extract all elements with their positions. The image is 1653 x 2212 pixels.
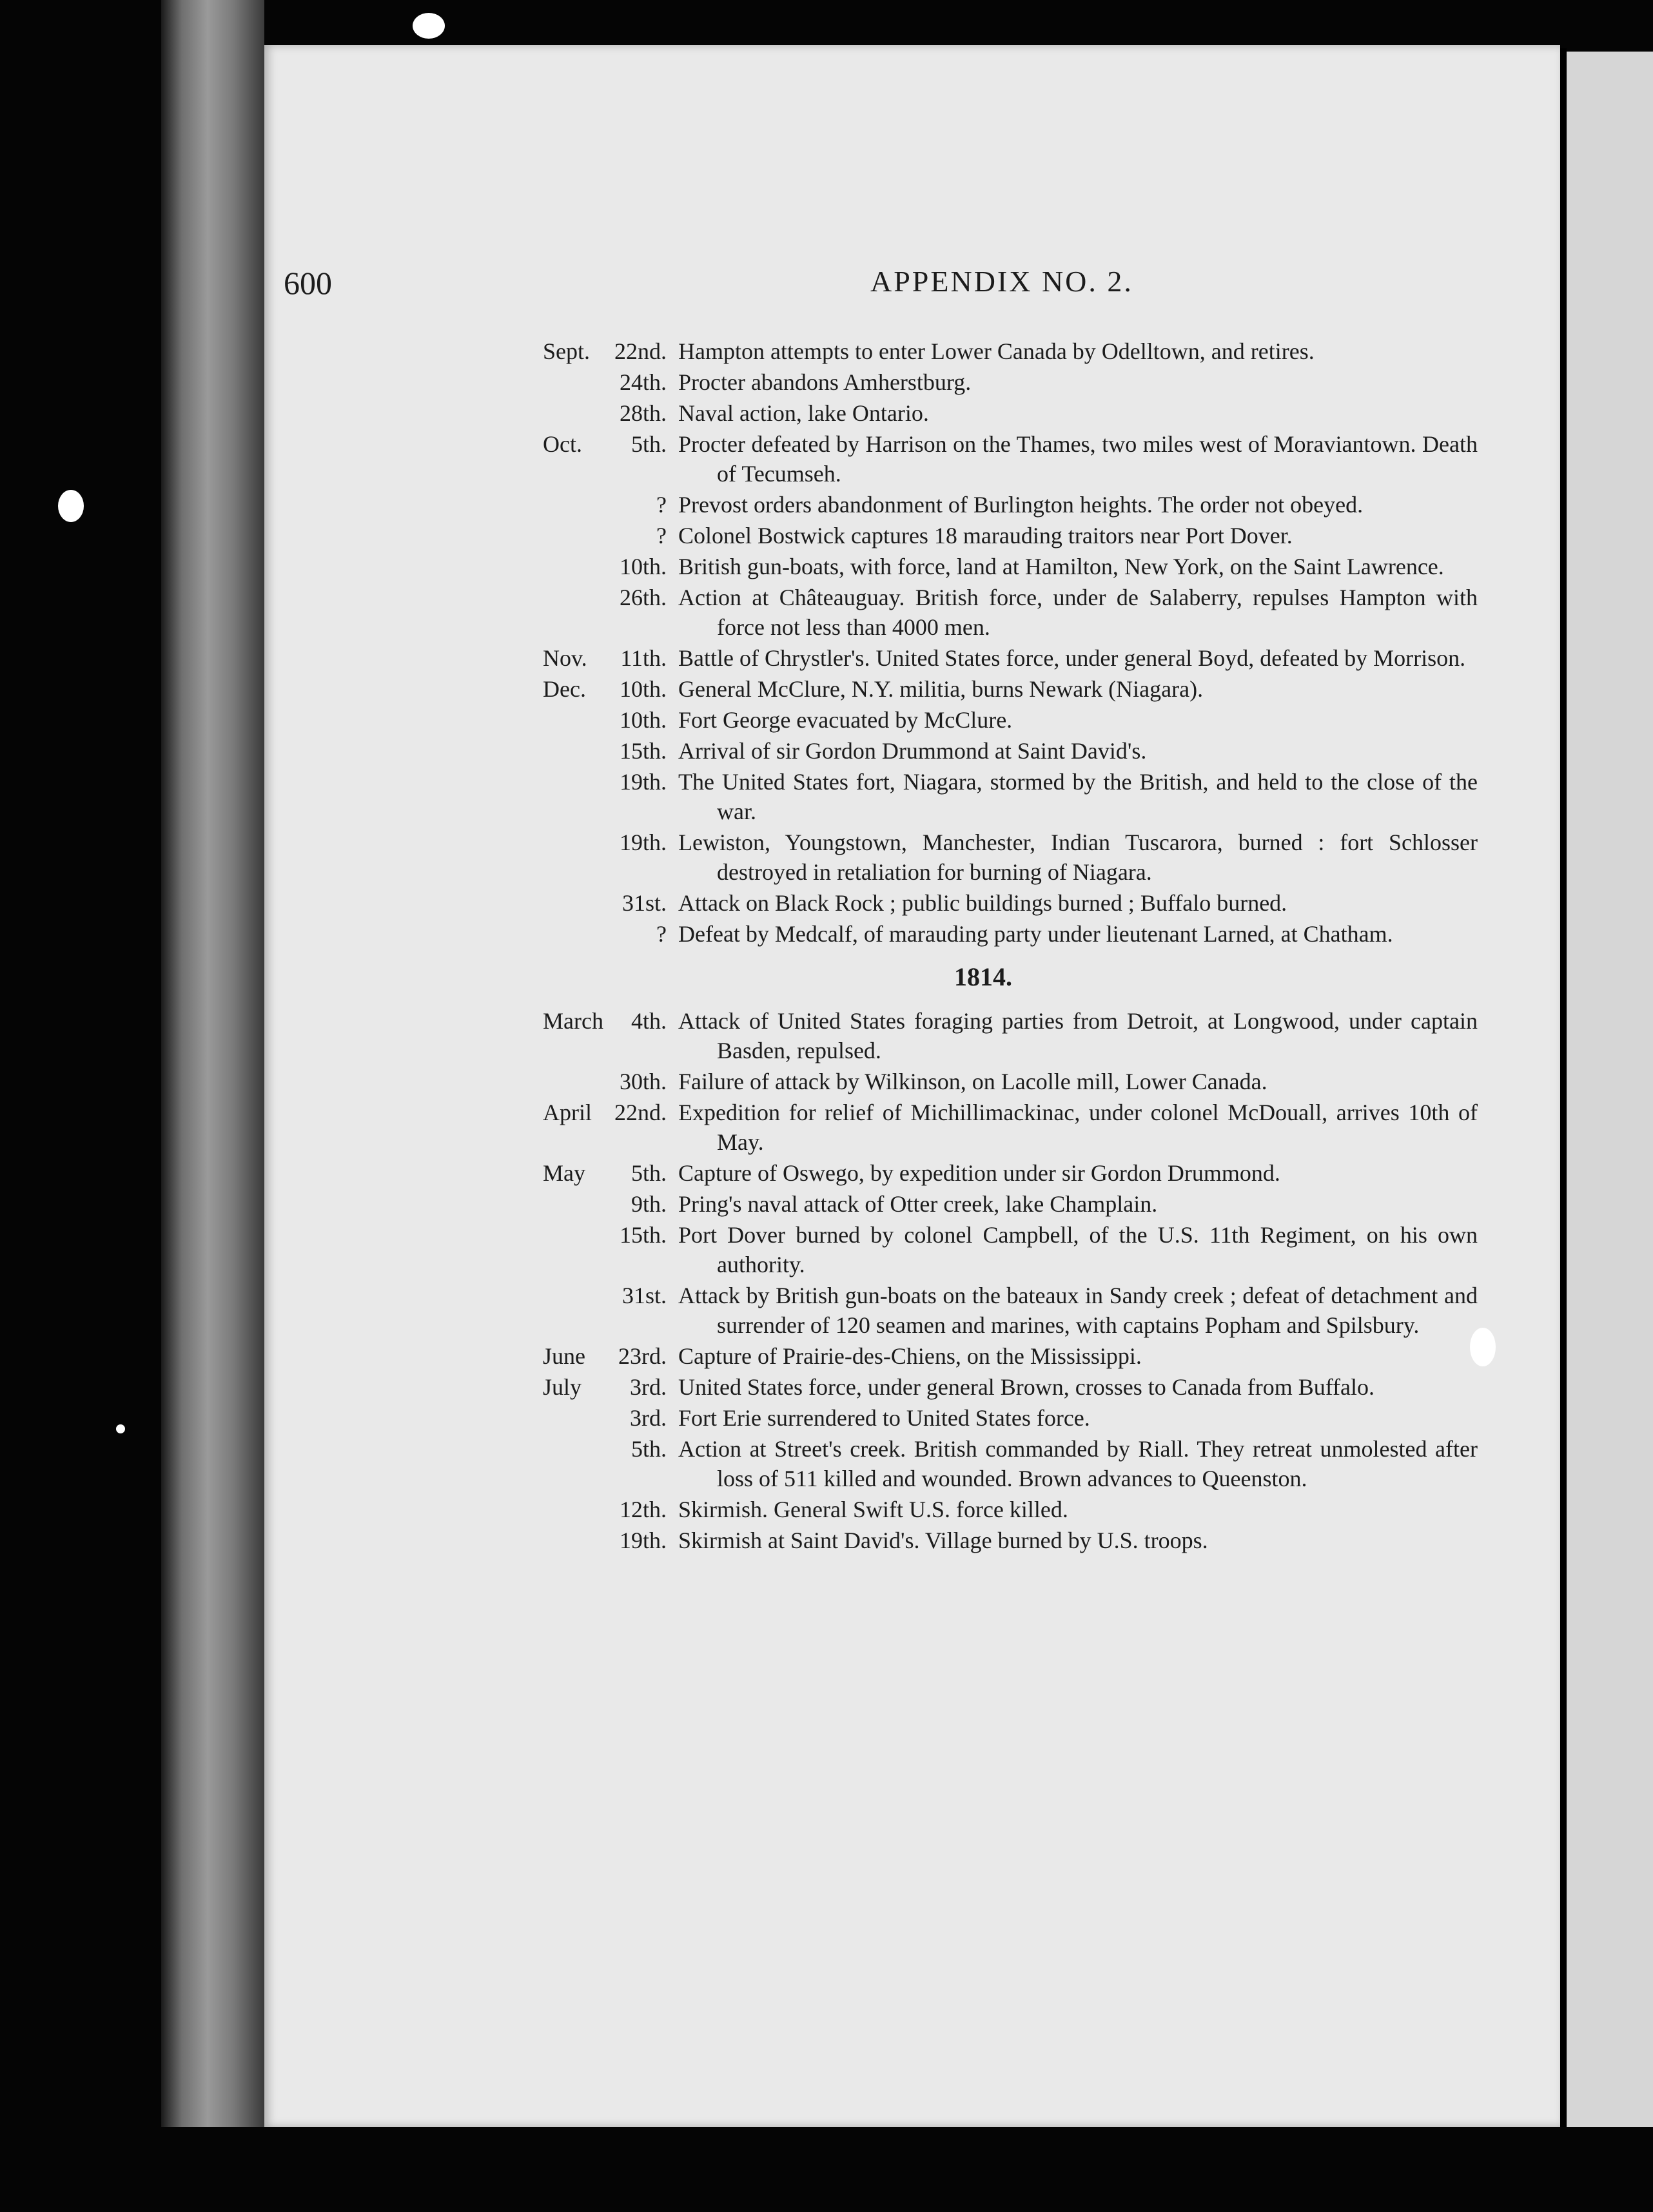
entry-day: 15th. [619,738,667,764]
chronology-entry [0,490,1653,519]
entry-month: Dec. [543,676,586,702]
entry-day: 19th. [619,1528,667,1553]
chronology-entry [0,1526,1653,1555]
entry-month: June [543,1343,585,1369]
entry-day: 22nd. [614,338,667,364]
chronology-entry [0,1006,1653,1065]
entry-text: Attack of United States foraging parties from Detroit, at Longwood, under captain Basden, repulsed. [678,1008,1478,1063]
entry-text: Skirmish. General Swift U.S. force killed. [678,1497,1068,1522]
entry-text: Pring's naval attack of Otter creek, lake Champlain. [678,1191,1158,1217]
entry-text: Battle of Chrystler's. United States force, under general Boyd, defeated by Morrison. [678,645,1466,671]
chronology-entry [0,1220,1653,1279]
entry-day: 5th. [631,1160,667,1186]
entry-month: Nov. [543,645,587,671]
chronology-entry [0,1434,1653,1493]
chronology-entry [0,674,1653,704]
chronology-entry [0,521,1653,550]
entry-day: ? [656,921,667,947]
entry-text: Procter defeated by Harrison on the Thames, two miles west of Moraviantown. Death of Tecumseh. [678,431,1478,487]
chronology-entry [0,1403,1653,1433]
entry-month: April [543,1100,592,1125]
entry-day: 3rd. [630,1405,667,1431]
entry-day: 23rd. [618,1343,667,1369]
entry-day: 5th. [631,1436,667,1462]
entry-day: 12th. [619,1497,667,1522]
chronology-entry [0,429,1653,489]
entry-day: 31st. [621,890,667,916]
entry-day: 9th. [631,1191,667,1217]
entry-text: Prevost orders abandonment of Burlington heights. The order not obeyed. [678,492,1364,518]
entry-day: 5th. [631,431,667,457]
entry-text: Defeat by Medcalf, of marauding party under lieutenant Larned, at Chatham. [678,921,1393,947]
chronology-entry [0,643,1653,673]
scan-speck [1470,1328,1496,1366]
chronology-entry [0,767,1653,826]
entry-day: ? [656,523,667,548]
entry-day: 22nd. [614,1100,667,1125]
chronology-entry [0,1067,1653,1096]
chronology-entry [0,1341,1653,1371]
year-heading: 1814. [954,962,1012,991]
entry-text: Colonel Bostwick captures 18 marauding traitors near Port Dover. [678,523,1293,548]
entry-text: Capture of Oswego, by expedition under sir Gordon Drummond. [678,1160,1280,1186]
entry-month: March [543,1008,603,1034]
entry-text: United States force, under general Brown, crosses to Canada from Buffalo. [678,1374,1375,1400]
entry-text: Fort George evacuated by McClure. [678,707,1013,733]
entry-day: 11th. [620,645,667,671]
entry-day: 24th. [619,369,667,395]
entry-text: Hampton attempts to enter Lower Canada by Odelltown, and retires. [678,338,1315,364]
chronology-entry [0,828,1653,887]
entry-text: British gun-boats, with force, land at Hamilton, New York, on the Saint Lawrence. [678,554,1444,579]
page-number: 600 [284,265,332,301]
chronology-entry [0,919,1653,949]
chronology-entry [0,1372,1653,1402]
entry-text: Action at Châteauguay. British force, under de Salaberry, repulses Hampton with force not less than 4000 men. [678,585,1478,640]
entry-day: 15th. [619,1222,667,1248]
chronology-entry [0,1281,1653,1340]
entry-text: General McClure, N.Y. militia, burns Newark (Niagara). [678,676,1204,702]
entry-month: Oct. [543,431,582,457]
chronology-entry [0,398,1653,428]
entry-text: Skirmish at Saint David's. Village burned by U.S. troops. [678,1528,1208,1553]
entry-text: Capture of Prairie-des-Chiens, on the Mississippi. [678,1343,1142,1369]
chronology-entry [0,1158,1653,1188]
entry-text: Procter abandons Amherstburg. [678,369,972,395]
entry-text: Fort Erie surrendered to United States force. [678,1405,1090,1431]
page-header [0,264,1653,309]
entry-text: Attack by British gun-boats on the bateaux in Sandy creek ; defeat of detachment and surrender of 120 seamen and marines, with captains Popham and Spilsbury. [678,1283,1478,1338]
entry-day: 19th. [619,769,667,795]
entry-text: The United States fort, Niagara, stormed by the British, and held to the close of the war. [678,769,1478,824]
entry-month: July [543,1374,582,1400]
chronology-entry [0,367,1653,397]
chronology-entry [0,705,1653,735]
entry-day: 31st. [621,1283,667,1308]
entry-day: ? [656,492,667,518]
entry-day: 26th. [619,585,667,610]
entry-day: 10th. [619,707,667,733]
entry-text: Naval action, lake Ontario. [678,400,929,426]
chronology-list [0,336,1653,1557]
entry-text: Action at Street's creek. British commanded by Riall. They retreat unmolested after loss of 511 killed and wounded. Brown advances to Queenston. [678,1436,1478,1491]
entry-text: Attack on Black Rock ; public buildings burned ; Buffalo burned. [678,890,1287,916]
entry-day: 3rd. [630,1374,667,1400]
entry-text: Failure of attack by Wilkinson, on Lacolle mill, Lower Canada. [678,1069,1267,1094]
entry-month: Sept. [543,338,591,364]
scan-speck [116,1424,125,1433]
entry-day: 10th. [619,554,667,579]
entry-day: 4th. [631,1008,667,1034]
chronology-entry [0,1495,1653,1524]
entry-month: May [543,1160,585,1186]
entry-day: 19th. [619,830,667,855]
running-head: APPENDIX NO. 2. [870,265,1133,298]
entry-text: Expedition for relief of Michillimackinac, under colonel McDouall, arrives 10th of May. [678,1100,1478,1155]
chronology-entry [0,1189,1653,1219]
entry-text: Lewiston, Youngstown, Manchester, Indian Tuscarora, burned : fort Schlosser destroyed in retaliation for burning of Niagara. [678,830,1478,885]
entry-day: 10th. [619,676,667,702]
scan-speck [58,490,84,522]
chronology-entry [0,552,1653,581]
entry-day: 30th. [619,1069,667,1094]
chronology-entry [0,1098,1653,1157]
chronology-entry [0,583,1653,642]
entry-text: Port Dover burned by colonel Campbell, of the U.S. 11th Regiment, on his own authority. [678,1222,1478,1277]
scan-speck [413,13,445,39]
chronology-entry [0,336,1653,366]
entry-day: 28th. [619,400,667,426]
chronology-entry [0,736,1653,766]
chronology-entry [0,888,1653,918]
entry-text: Arrival of sir Gordon Drummond at Saint David's. [678,738,1147,764]
